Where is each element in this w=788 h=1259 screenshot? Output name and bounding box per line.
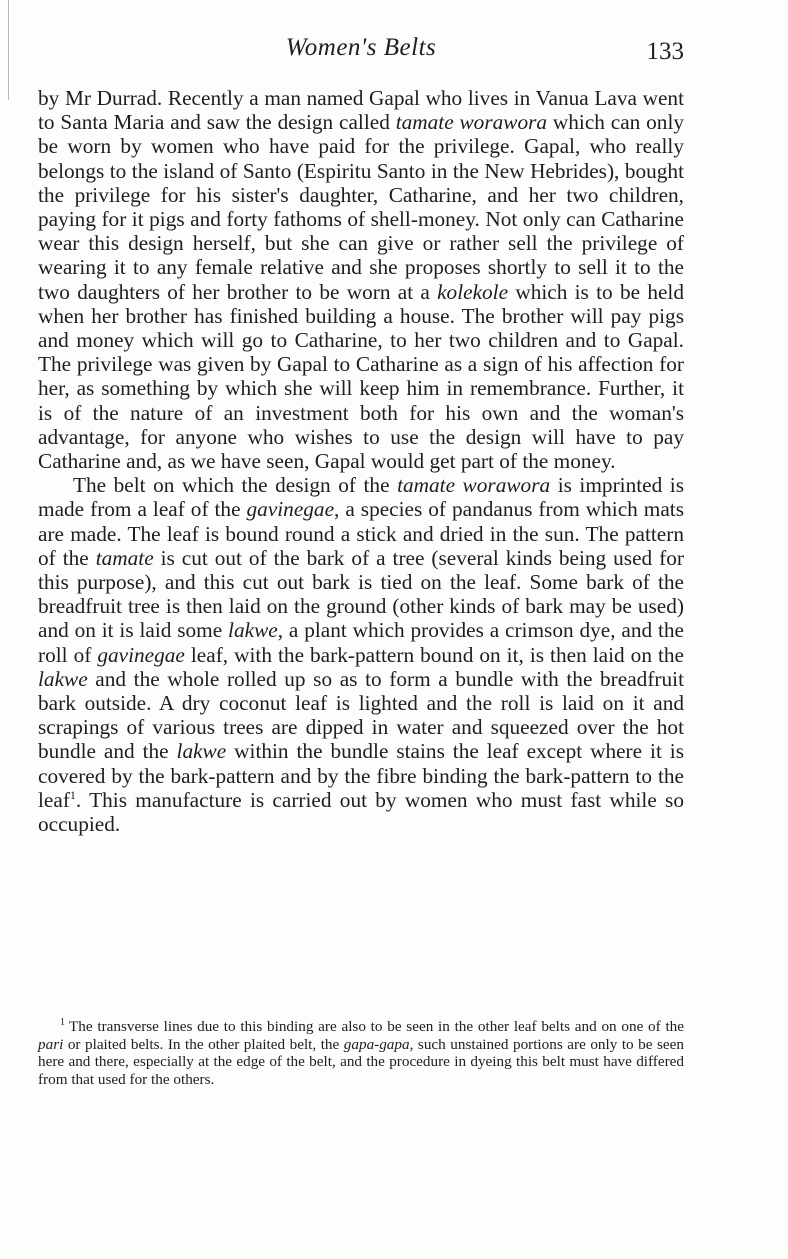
paragraph-1 — [38, 86, 684, 473]
text-run: within the bundle stains the leaf except where it is covered by the bark-pattern and by the fibre binding the bark-pattern to the leaf — [38, 739, 684, 812]
italic-term: gavinegae — [97, 642, 185, 667]
footnote — [38, 1018, 684, 1088]
text-run: or plaited belts. In the other plaited belt, the — [63, 1035, 344, 1053]
text-run: , a plant which provides a crimson dye, and the roll of — [38, 618, 684, 667]
italic-term: lakwe — [228, 618, 278, 643]
italic-term: gavinegae — [246, 497, 335, 522]
text-run: is imprinted is made from a leaf of the — [38, 473, 684, 522]
footnote-reference[interactable]: 1 — [69, 787, 76, 802]
italic-term: lakwe — [176, 739, 227, 764]
running-title: Women's Belts — [285, 34, 437, 61]
italic-term: kolekole — [437, 279, 509, 304]
text-run: . This manufacture is carried out by women who must fast while so occupied. — [38, 787, 684, 837]
text-run: , a species of pandanus from which mats are made. The leaf is bound round a stick and dried in the sun. The pattern of the — [38, 497, 685, 570]
text-run: and the whole rolled up so as to form a bundle with the breadfruit bark outside. A dry coconut leaf is lighted and the roll is laid on it and scrapings of various trees are dipped in water and squeezed over the hot bundle and the — [38, 666, 684, 764]
page-header — [38, 34, 684, 68]
italic-term: tamate — [95, 545, 154, 570]
paragraph-2 — [38, 473, 684, 836]
text-run: , such unstained portions are only to be seen here and there, especially at the edge of the belt, and the procedure in dyeing this belt must have differed from that used for the others. — [38, 1035, 684, 1088]
text-run: which is to be held when her brother has finished building a house. The brother will pay pigs and money which will go to Catharine, to her two children and to Gapal. The privilege was given by Gapal to Catharine as a sign of his affection for her, as something by which she will keep him in remembrance. Further, it is of the nature of an investment both for his own and the woman's advantage, for anyone who wishes to use the design will have to pay Catharine and, as we have seen, Gapal would get part of the money. — [38, 279, 684, 474]
italic-term: lakwe — [38, 666, 88, 691]
italic-term: pari — [38, 1035, 64, 1053]
page-edge-line — [8, 0, 9, 100]
text-run: The transverse lines due to this binding are also to be seen in the other leaf belts and on one of the — [69, 1018, 684, 1035]
italic-term: tamate worawora — [397, 473, 551, 498]
page-number: 133 — [646, 38, 684, 65]
text-run: is cut out of the bark of a tree (several kinds being used for this purpose), and this cut out bark is tied on the leaf. Some bark of the breadfruit tree is then laid on the ground (other kinds of bark may be used) and on it is laid some — [38, 545, 684, 643]
text-run: leaf, with the bark-pattern bound on it, is then laid on the — [184, 642, 685, 667]
italic-term: gapa-gapa — [343, 1035, 410, 1053]
footnote-mark: 1 — [60, 1016, 65, 1028]
text-run: which can only be worn by women who have paid for the privilege. Gapal, who really belongs to the island of Santo (Espiritu Santo in the New Hebrides), bought the privilege for his sister's daughter, Catharine, and her two children, paying for it pigs and forty fathoms of shell-money. Not only can Catharine wear this design herself, but she can give or rather sell the privilege of wearing it to any female relative and she proposes shortly to sell it to the two daughters of her brother to be worn at a — [38, 110, 685, 304]
body-text — [38, 86, 684, 836]
italic-term: tamate worawora — [395, 110, 548, 135]
text-run: by Mr Durrad. Recently a man named Gapal who lives in Vanua Lava went to Santa Maria and saw the design called — [38, 86, 684, 135]
text-run: The belt on which the design of the — [73, 473, 398, 498]
